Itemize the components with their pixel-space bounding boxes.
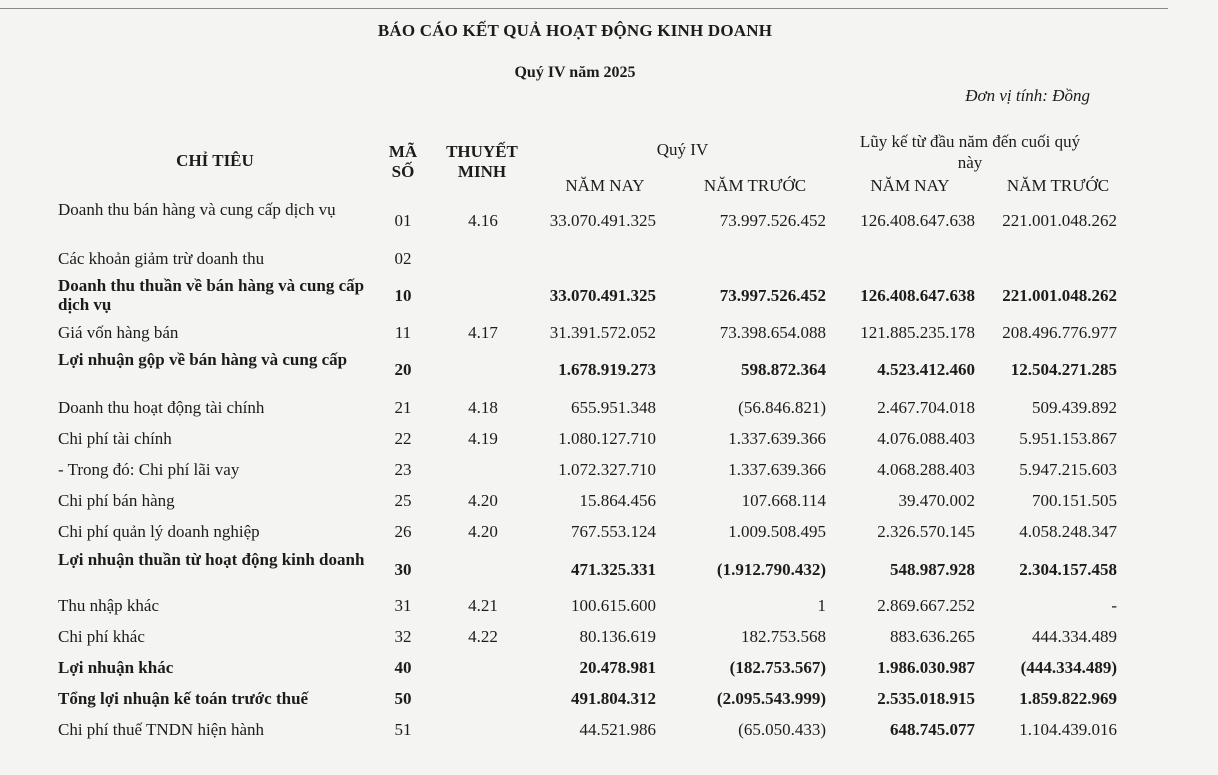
row-label: Lợi nhuận khác bbox=[58, 658, 174, 677]
row-thuyet-minh: 4.22 bbox=[468, 627, 498, 646]
row-label: Chi phí khác bbox=[58, 627, 145, 646]
row-label: Các khoản giảm trừ doanh thu bbox=[58, 249, 265, 268]
row-ma-so: 32 bbox=[394, 627, 412, 646]
row-ma-so: 25 bbox=[394, 491, 412, 510]
row-quy-nam-truoc: 1 bbox=[817, 596, 826, 615]
row-thuyet-minh: 4.20 bbox=[468, 522, 498, 541]
row-quy-nam-nay: 767.553.124 bbox=[571, 522, 656, 541]
header-ma-so-line1: MÃ bbox=[388, 142, 418, 161]
row-quy-nam-truoc: (182.753.567) bbox=[729, 658, 826, 677]
row-quy-nam-truoc: 73.398.654.088 bbox=[719, 323, 826, 342]
row-label: Lợi nhuận gộp về bán hàng và cung cấp bbox=[58, 350, 348, 369]
row-ma-so: 23 bbox=[394, 460, 412, 479]
header-chi-tieu: CHỈ TIÊU bbox=[176, 151, 254, 170]
row-thuyet-minh: 4.18 bbox=[468, 398, 498, 417]
row-luy-ke-nam-nay: 4.068.288.403 bbox=[877, 460, 975, 479]
row-luy-ke-nam-truoc: (444.334.489) bbox=[1020, 658, 1117, 677]
row-luy-ke-nam-truoc: 4.058.248.347 bbox=[1019, 522, 1117, 541]
row-label: Thu nhập khác bbox=[58, 596, 160, 615]
row-quy-nam-truoc: 1.009.508.495 bbox=[728, 522, 826, 541]
header-ma-so-line2: SỐ bbox=[391, 162, 415, 181]
row-label: Giá vốn hàng bán bbox=[58, 323, 179, 342]
header-quy: Quý IV bbox=[656, 140, 709, 159]
row-luy-ke-nam-nay: 2.869.667.252 bbox=[877, 596, 975, 615]
row-quy-nam-truoc: (56.846.821) bbox=[738, 398, 826, 417]
row-quy-nam-truoc: 73.997.526.452 bbox=[719, 286, 826, 305]
row-luy-ke-nam-nay: 2.467.704.018 bbox=[877, 398, 975, 417]
report-title: BÁO CÁO KẾT QUẢ HOẠT ĐỘNG KINH DOANH bbox=[377, 21, 773, 40]
row-luy-ke-nam-nay: 126.408.647.638 bbox=[860, 211, 975, 230]
row-luy-ke-nam-truoc: 700.151.505 bbox=[1032, 491, 1117, 510]
row-label: Tổng lợi nhuận kế toán trước thuế bbox=[58, 689, 309, 708]
row-luy-ke-nam-nay: 548.987.928 bbox=[890, 560, 975, 579]
row-ma-so: 01 bbox=[394, 211, 412, 230]
row-quy-nam-nay: 33.070.491.325 bbox=[549, 286, 656, 305]
row-luy-ke-nam-truoc: 2.304.157.458 bbox=[1019, 560, 1117, 579]
row-ma-so: 51 bbox=[394, 720, 412, 739]
row-luy-ke-nam-nay: 1.986.030.987 bbox=[877, 658, 975, 677]
row-label: Doanh thu thuần về bán hàng và cung cấp dịch vụ bbox=[58, 276, 365, 314]
row-luy-ke-nam-nay: 39.470.002 bbox=[898, 491, 975, 510]
row-luy-ke-nam-nay: 648.745.077 bbox=[890, 720, 975, 739]
row-ma-so: 40 bbox=[394, 658, 412, 677]
row-label: Chi phí bán hàng bbox=[58, 491, 175, 510]
row-quy-nam-nay: 655.951.348 bbox=[571, 398, 656, 417]
row-ma-so: 10 bbox=[394, 286, 412, 305]
row-quy-nam-nay: 1.072.327.710 bbox=[558, 460, 656, 479]
row-label: Lợi nhuận thuần từ hoạt động kinh doanh bbox=[58, 550, 365, 569]
row-luy-ke-nam-nay: 121.885.235.178 bbox=[860, 323, 975, 342]
row-ma-so: 26 bbox=[394, 522, 412, 541]
row-luy-ke-nam-nay: 2.326.570.145 bbox=[877, 522, 975, 541]
row-luy-ke-nam-truoc: 208.496.776.977 bbox=[1002, 323, 1117, 342]
header-luy-ke-nam-nay: NĂM NAY bbox=[870, 176, 950, 195]
currency-unit: Đơn vị tính: Đồng bbox=[965, 86, 1090, 105]
row-thuyet-minh: 4.17 bbox=[468, 323, 498, 342]
row-quy-nam-truoc: 73.997.526.452 bbox=[719, 211, 826, 230]
row-thuyet-minh: 4.19 bbox=[468, 429, 498, 448]
row-luy-ke-nam-truoc: 5.951.153.867 bbox=[1019, 429, 1117, 448]
header-luy-ke-nam-truoc: NĂM TRƯỚC bbox=[1006, 176, 1110, 195]
row-luy-ke-nam-truoc: 221.001.048.262 bbox=[1002, 286, 1117, 305]
row-quy-nam-nay: 1.678.919.273 bbox=[558, 360, 656, 379]
row-thuyet-minh: 4.20 bbox=[468, 491, 498, 510]
row-quy-nam-truoc: 1.337.639.366 bbox=[728, 460, 826, 479]
row-label: Chi phí thuế TNDN hiện hành bbox=[58, 720, 265, 739]
row-quy-nam-nay: 100.615.600 bbox=[571, 596, 656, 615]
row-ma-so: 21 bbox=[394, 398, 412, 417]
row-quy-nam-truoc: 598.872.364 bbox=[741, 360, 826, 379]
row-quy-nam-nay: 80.136.619 bbox=[579, 627, 656, 646]
row-luy-ke-nam-truoc: 12.504.271.285 bbox=[1010, 360, 1117, 379]
row-luy-ke-nam-truoc: 444.334.489 bbox=[1032, 627, 1117, 646]
header-quy-nam-truoc: NĂM TRƯỚC bbox=[703, 176, 807, 195]
header-luy-ke-line1: Lũy kế từ đầu năm đến cuối quý bbox=[859, 132, 1081, 151]
row-quy-nam-nay: 31.391.572.052 bbox=[549, 323, 656, 342]
row-quy-nam-nay: 33.070.491.325 bbox=[549, 211, 656, 230]
row-quy-nam-truoc: 1.337.639.366 bbox=[728, 429, 826, 448]
row-luy-ke-nam-truoc: 1.104.439.016 bbox=[1019, 720, 1117, 739]
row-luy-ke-nam-nay: 4.076.088.403 bbox=[877, 429, 975, 448]
row-ma-so: 50 bbox=[394, 689, 412, 708]
row-thuyet-minh: 4.21 bbox=[468, 596, 498, 615]
row-luy-ke-nam-truoc: 5.947.215.603 bbox=[1019, 460, 1117, 479]
row-luy-ke-nam-truoc: - bbox=[1111, 596, 1117, 615]
row-luy-ke-nam-truoc: 221.001.048.262 bbox=[1002, 211, 1117, 230]
row-luy-ke-nam-nay: 2.535.018.915 bbox=[877, 689, 975, 708]
row-luy-ke-nam-nay: 4.523.412.460 bbox=[877, 360, 975, 379]
row-ma-so: 31 bbox=[394, 596, 412, 615]
row-luy-ke-nam-nay: 126.408.647.638 bbox=[860, 286, 975, 305]
row-label: Chi phí tài chính bbox=[58, 429, 172, 448]
row-ma-so: 22 bbox=[394, 429, 412, 448]
header-thuyet-minh-line2: MINH bbox=[457, 162, 507, 181]
row-label: Doanh thu bán hàng và cung cấp dịch vụ bbox=[58, 200, 336, 219]
row-quy-nam-truoc: (1.912.790.432) bbox=[716, 560, 826, 579]
row-quy-nam-nay: 491.804.312 bbox=[571, 689, 656, 708]
row-quy-nam-nay: 44.521.986 bbox=[579, 720, 656, 739]
row-quy-nam-truoc: 182.753.568 bbox=[741, 627, 826, 646]
row-quy-nam-nay: 20.478.981 bbox=[579, 658, 656, 677]
report-period: Quý IV năm 2025 bbox=[514, 64, 636, 81]
row-ma-so: 20 bbox=[394, 360, 412, 379]
row-ma-so: 02 bbox=[394, 249, 412, 268]
header-luy-ke-line2: này bbox=[957, 153, 983, 172]
row-label: Chi phí quản lý doanh nghiệp bbox=[58, 522, 260, 541]
row-label: - Trong đó: Chi phí lãi vay bbox=[58, 460, 240, 479]
row-quy-nam-nay: 15.864.456 bbox=[579, 491, 656, 510]
row-label: Doanh thu hoạt động tài chính bbox=[58, 398, 265, 417]
header-quy-nam-nay: NĂM NAY bbox=[565, 176, 645, 195]
row-luy-ke-nam-truoc: 509.439.892 bbox=[1032, 398, 1117, 417]
row-luy-ke-nam-nay: 883.636.265 bbox=[890, 627, 975, 646]
row-luy-ke-nam-truoc: 1.859.822.969 bbox=[1019, 689, 1117, 708]
row-quy-nam-nay: 1.080.127.710 bbox=[558, 429, 656, 448]
row-ma-so: 30 bbox=[394, 560, 412, 579]
row-ma-so: 11 bbox=[394, 323, 412, 342]
row-quy-nam-nay: 471.325.331 bbox=[571, 560, 656, 579]
row-thuyet-minh: 4.16 bbox=[468, 211, 498, 230]
row-quy-nam-truoc: (65.050.433) bbox=[738, 720, 826, 739]
row-quy-nam-truoc: (2.095.543.999) bbox=[716, 689, 826, 708]
header-thuyet-minh-line1: THUYẾT bbox=[446, 142, 518, 161]
row-quy-nam-truoc: 107.668.114 bbox=[741, 491, 826, 510]
